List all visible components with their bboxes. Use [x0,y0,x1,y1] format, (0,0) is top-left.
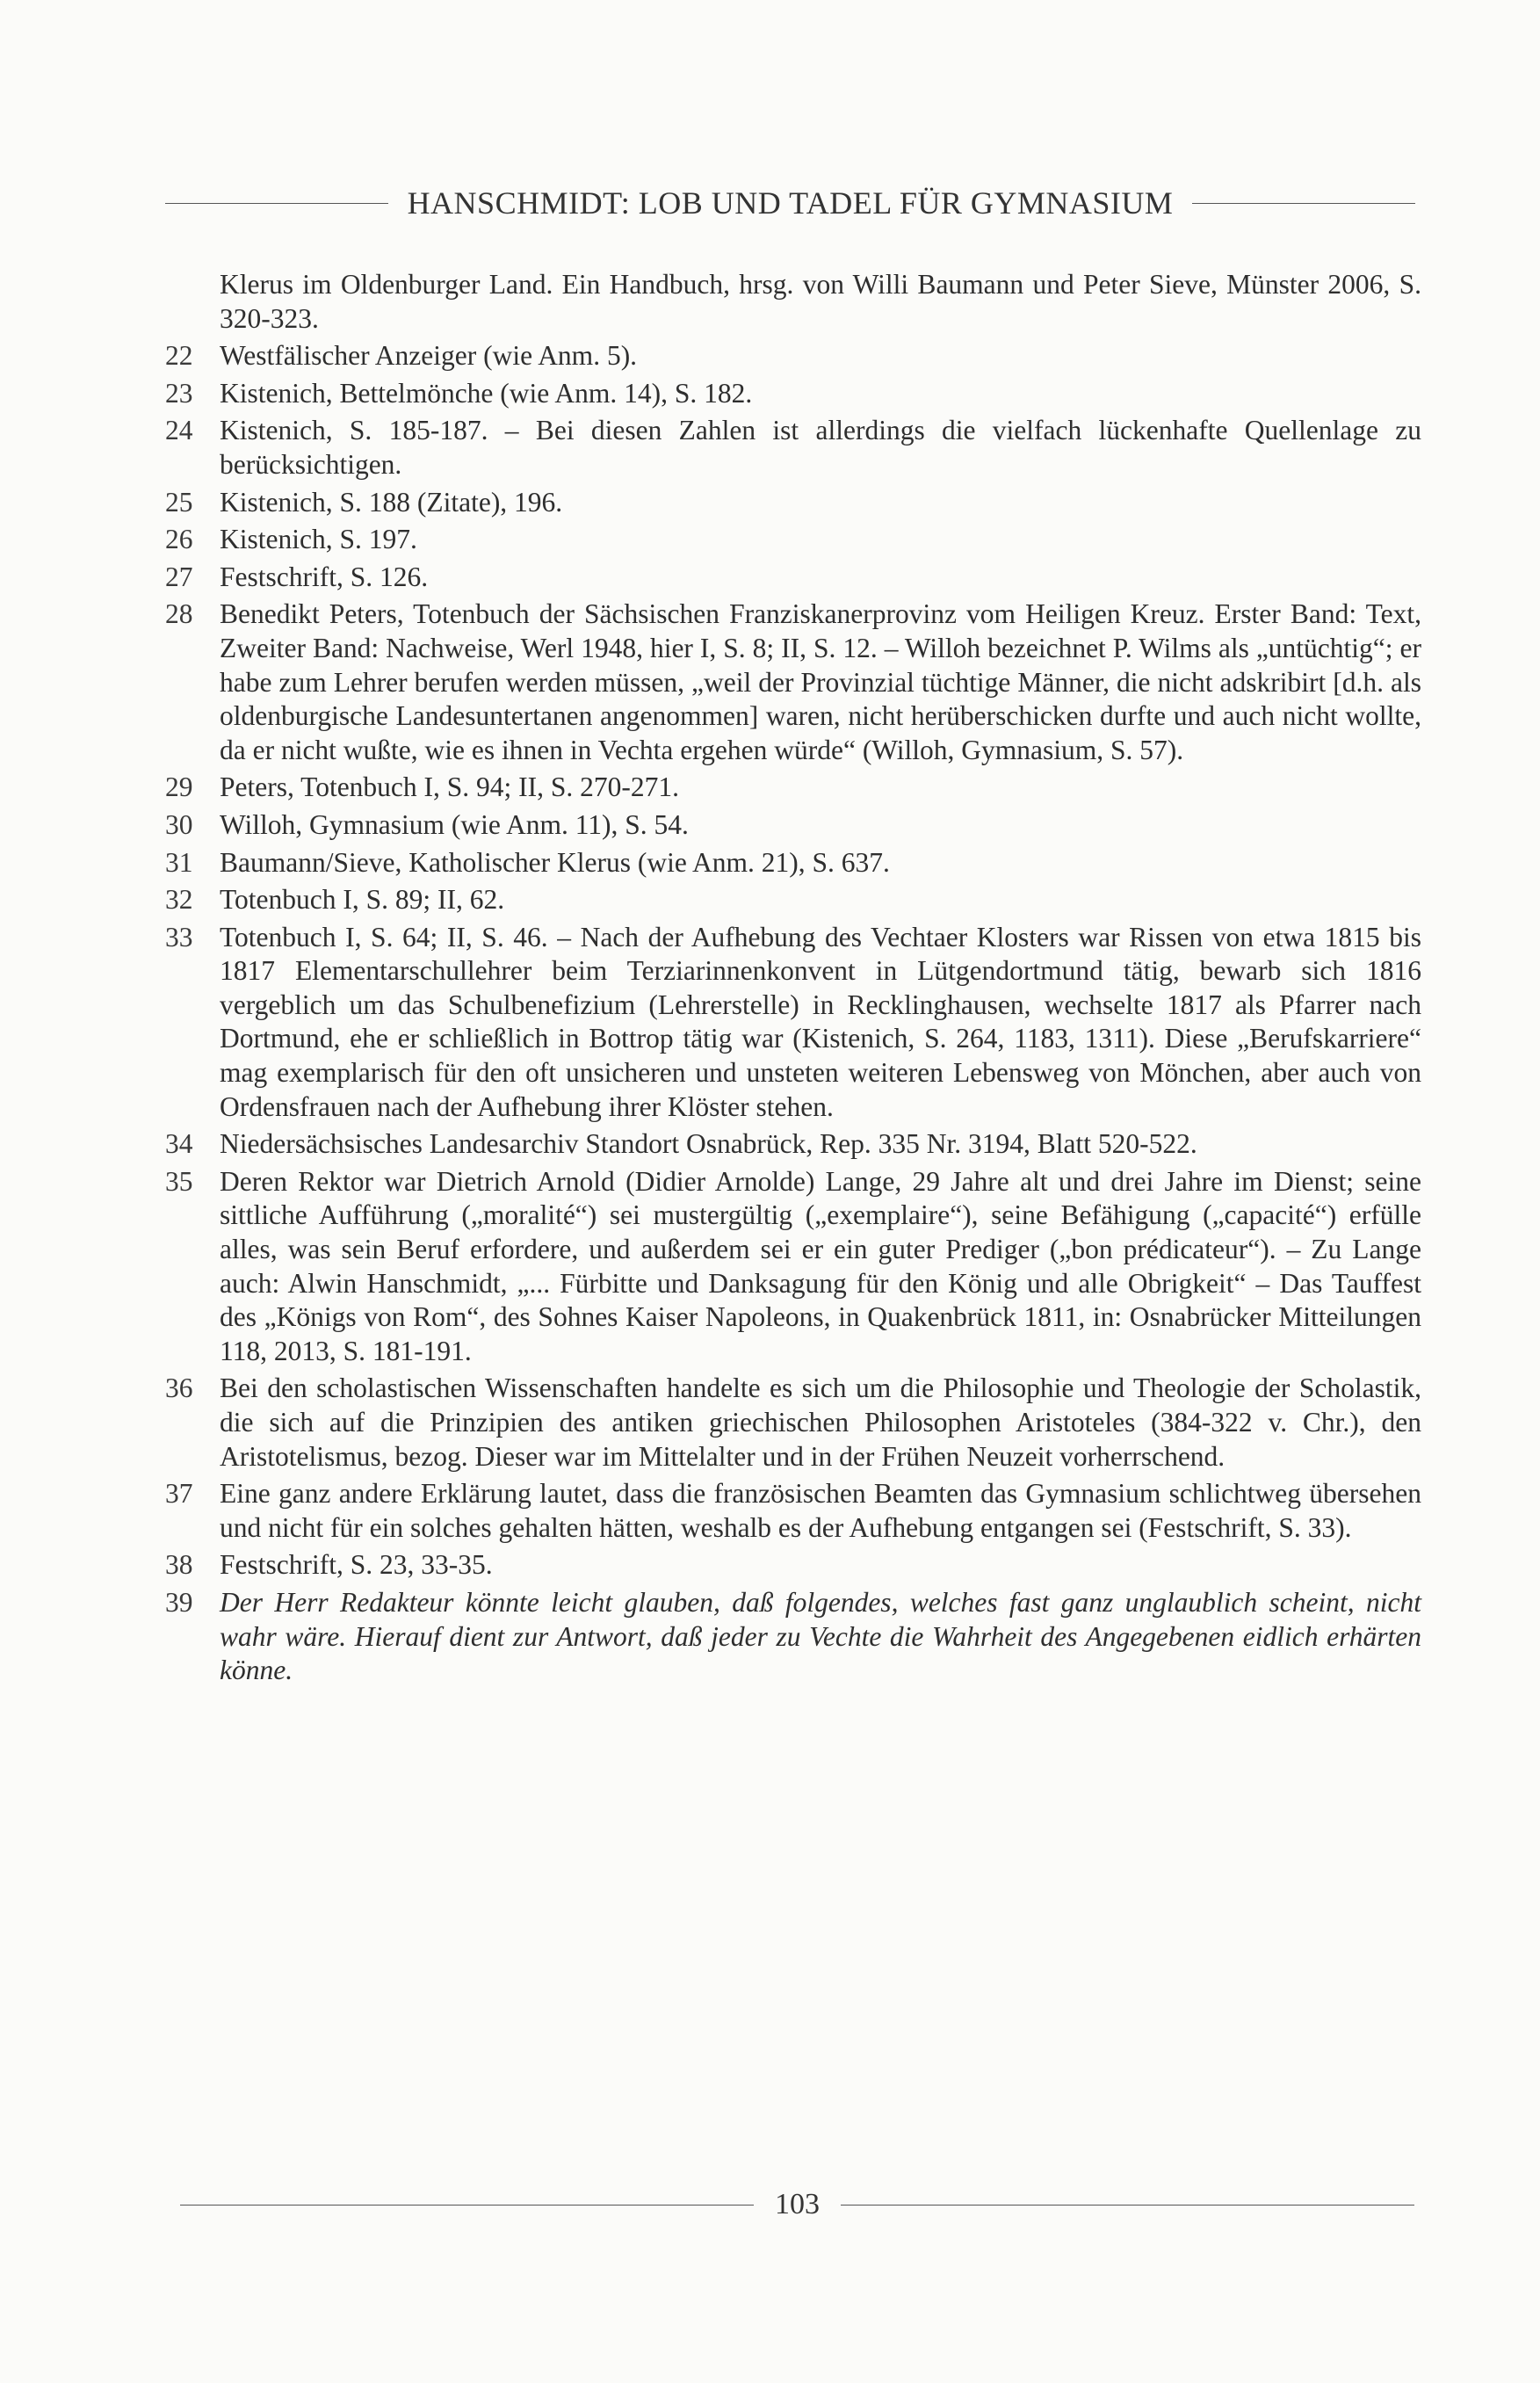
footnote-number: 34 [165,1128,193,1160]
footnote-23 [165,377,1421,411]
footer-rule-left [180,2205,754,2206]
footnote-number: 25 [165,486,193,518]
footnote-text: Kistenich, S. 185-187. – Bei diesen Zahlen ist allerdings die vielfach lückenhafte Quellenlage zu berücksichtigen. [220,415,1421,480]
footnote-22 [165,339,1421,373]
footnote-number: 22 [165,340,193,372]
footnotes-list [165,268,1421,1691]
header-rule-left [165,203,388,204]
footnote-number: 29 [165,771,193,803]
footnote-24 [165,414,1421,482]
footnote-34 [165,1127,1421,1162]
footnote-text: Kistenich, S. 188 (Zitate), 196. [220,486,563,518]
footnote-text: Westfälischer Anzeiger (wie Anm. 5). [220,340,638,372]
footnote-number: 26 [165,524,193,555]
footnote-text: Eine ganz andere Erklärung lautet, dass die französischen Beamten das Gymnasium schlichtweg übersehen und nicht für ein solches gehalten hätten, weshalb es der Aufhebung entgangen sei (Festschrift, S. 33). [220,1478,1421,1543]
footnote-text: Baumann/Sieve, Katholischer Klerus (wie Anm. 21), S. 637. [220,846,890,878]
running-title: HANSCHMIDT: LOB UND TADEL FÜR GYMNASIUM [407,185,1174,221]
footnote-text: Kistenich, Bettelmönche (wie Anm. 14), S. 182. [220,377,753,409]
footnote-number: 37 [165,1478,193,1510]
footnote-31 [165,846,1421,880]
footnote-number: 23 [165,377,193,409]
footnote-text: Klerus im Oldenburger Land. Ein Handbuch, hrsg. von Willi Baumann und Peter Sieve, Münster 2006, S. 320-323. [220,269,1421,334]
footnote-text: Benedikt Peters, Totenbuch der Sächsischen Franziskanerprovinz vom Heiligen Kreuz. Erster Band: Text, Zweiter Band: Nachweise, Werl 1948, hier I, S. 8; II, S. 12. – Willoh bezeichnet P. Wilms als „untüchtig“; er habe zum Lehrer berufen werden müssen, „weil der Provinzial tüchtige Männer, die nicht adskribirt [d.h. als oldenburgische Landesuntertanen angenommen] waren, nicht herüberschicken durfte und auch nicht wollte, da er nicht wußte, wie es ihnen in Vechta ergehen würde“ (Willoh, Gymnasium, S. 57). [220,598,1421,765]
footnote-text: Bei den scholastischen Wissenschaften handelte es sich um die Philosophie und Theologie der Scholastik, die sich auf die Prinzipien des antiken griechischen Philosophen Aristoteles (384-322 v. Chr.), den Aristotelismus, bezog. Dieser war im Mittelalter und in der Frühen Neuzeit vorherrschend. [220,1373,1421,1472]
footnote-number: 38 [165,1549,193,1581]
footnote-26 [165,523,1421,557]
footnote-text: Festschrift, S. 23, 33-35. [220,1549,493,1581]
page-number: 103 [775,2188,820,2220]
page-footer [180,2188,1414,2221]
footnote-number: 27 [165,561,193,592]
footnote-text: Willoh, Gymnasium (wie Anm. 11), S. 54. [220,808,689,840]
footnote-25 [165,486,1421,520]
footnote-number: 33 [165,921,193,952]
header-rule-right [1192,203,1415,204]
footnote-text: Peters, Totenbuch I, S. 94; II, S. 270-271. [220,771,680,803]
footnote-33 [165,921,1421,1125]
footnote-28 [165,598,1421,767]
footnote-text: Niedersächsisches Landesarchiv Standort Osnabrück, Rep. 335 Nr. 3194, Blatt 520-522. [220,1128,1197,1160]
footnote-number: 39 [165,1586,193,1618]
footnote-37 [165,1477,1421,1545]
footnote-29 [165,771,1421,805]
footnote-continuation [165,268,1421,336]
footnote-number: 32 [165,884,193,916]
footnote-text: Kistenich, S. 197. [220,524,417,555]
footnote-number: 35 [165,1165,193,1197]
footnote-number: 31 [165,846,193,878]
footnote-text: Deren Rektor war Dietrich Arnold (Didier Arnolde) Lange, 29 Jahre alt und drei Jahre im Dienst; seine sittliche Aufführung („moralité“) sei mustergültig („exemplaire“), seine Befähigung („capacité“) erfülle alles, was sein Beruf erfordere, und außerdem sei er ein guter Prediger („bon prédicateur“). – Zu Lange auch: Alwin Hanschmidt, „... Fürbitte und Danksagung für den König und alle Obrigkeit“ – Das Tauffest des „Königs von Rom“, des Sohnes Kaiser Napoleons, in Quakenbrück 1811, in: Osnabrücker Mitteilungen 118, 2013, S. 181-191. [220,1165,1421,1366]
footnote-text: Der Herr Redakteur könnte leicht glauben, daß folgendes, welches fast ganz unglaublich scheint, nicht wahr wäre. Hierauf dient zur Antwort, daß jeder zu Vechte die Wahrheit des Angegebenen eidlich erhärten könne. [220,1586,1421,1686]
footnote-36 [165,1372,1421,1474]
footnote-text: Festschrift, S. 126. [220,561,429,592]
footnote-number: 36 [165,1373,193,1404]
running-header [165,185,1415,221]
footnote-number: 24 [165,415,193,446]
footnote-text: Totenbuch I, S. 89; II, 62. [220,884,505,916]
footnote-number: 30 [165,808,193,840]
footnote-38 [165,1548,1421,1583]
footnote-27 [165,561,1421,595]
footnote-number: 28 [165,598,193,630]
footnote-30 [165,808,1421,843]
footnote-text: Totenbuch I, S. 64; II, S. 46. – Nach der Aufhebung des Vechtaer Klosters war Rissen von etwa 1815 bis 1817 Elementarschullehrer beim Terziarinnenkonvent in Lütgendortmund tätig, bewarb sich 1816 vergeblich um das Schulbenefizium (Lehrerstelle) in Recklinghausen, wechselte 1817 als Pfarrer nach Dortmund, ehe er schließlich in Bottrop tätig war (Kistenich, S. 264, 1183, 1311). Diese „Berufskarriere“ mag exemplarisch für den oft unsicheren und unsteten weiteren Lebensweg von Mönchen, aber auch von Ordensfrauen nach der Aufhebung ihrer Klöster stehen. [220,921,1421,1122]
footnote-32 [165,883,1421,917]
footnote-35 [165,1165,1421,1369]
footer-rule-right [841,2205,1414,2206]
footnote-39 [165,1586,1421,1688]
